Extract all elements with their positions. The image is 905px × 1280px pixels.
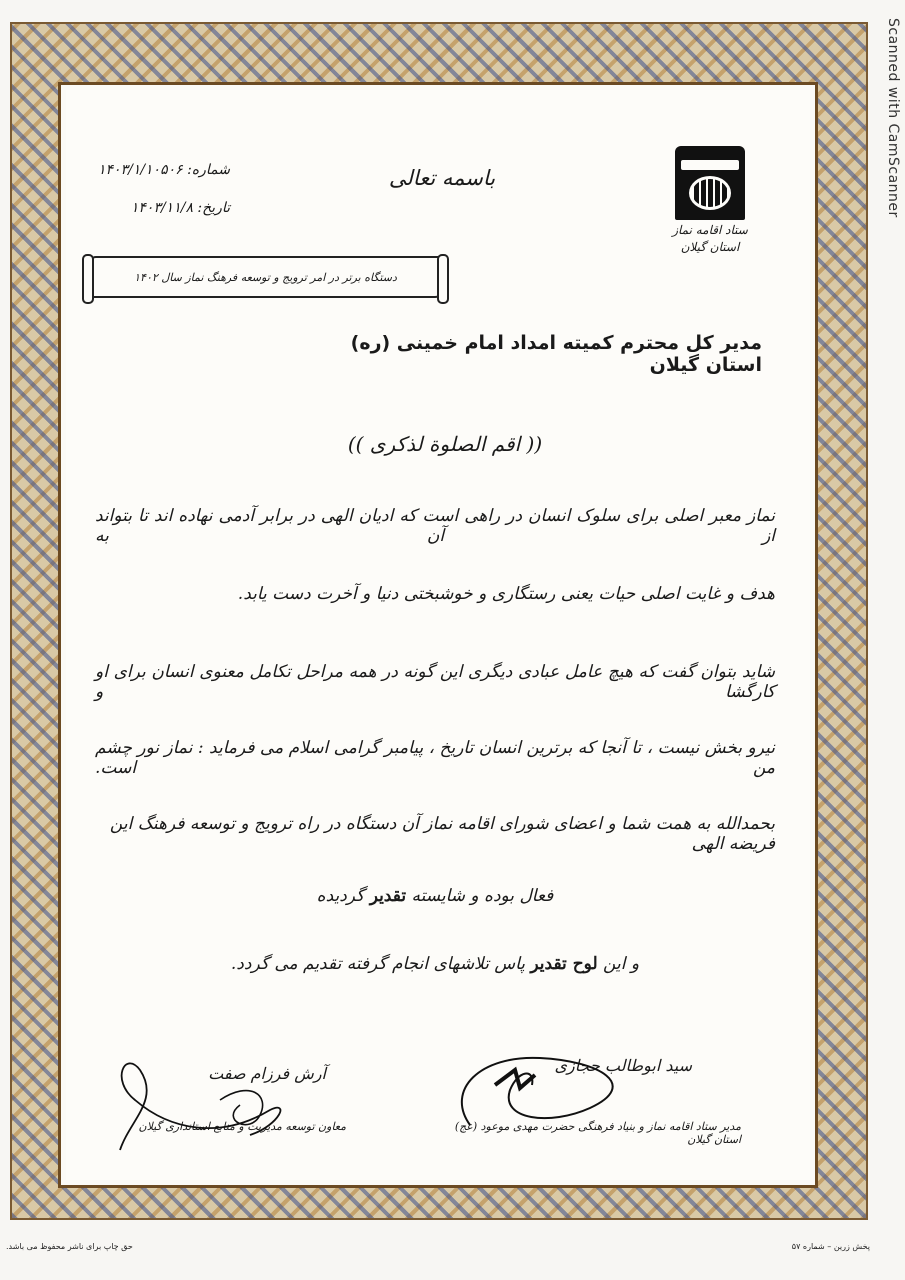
body-line-6-a: فعال بوده و شایسته — [406, 886, 554, 906]
quran-verse: (( اقم الصلوة لذکری )) — [347, 432, 543, 456]
logo-line2: استان گیلان — [680, 240, 740, 254]
recipient-heading: مدیر کل محترم کمیته امداد امام خمینی (ره) استان گیلان — [350, 332, 762, 376]
body-line-7 — [95, 954, 775, 974]
logo-line1: ستاد اقامه نماز — [672, 223, 748, 237]
signer-left-title: معاون توسعه مدیریت و منابع استانداری گیلان — [138, 1120, 346, 1133]
scanner-watermark: Scanned with CamScanner — [885, 18, 901, 218]
signature-right-image — [440, 1030, 660, 1140]
org-logo — [672, 146, 748, 276]
signer-right-title: مدیر ستاد اقامه نماز و بنیاد فرهنگی حضرت مهدی موعود (عج) استان گیلان — [454, 1120, 741, 1146]
body-line-4: نیرو بخش نیست ، تا آنجا که برترین انسان تاریخ ، پیامبر گرامی اسلام می فرماید : نماز نور چشم من است. — [95, 738, 775, 778]
copyright-note: حق چاپ برای ناشر محفوظ می باشد. — [6, 1242, 133, 1251]
invocation: باسمه تعالی — [388, 166, 496, 190]
body-line-2: هدف و غایت اصلی حیات یعنی رستگاری و خوشبختی دنیا و آخرت دست یابد. — [237, 584, 775, 604]
signer-left-name: آرش فرزام صفت — [208, 1064, 326, 1083]
letter-date: تاریخ: ۱۴۰۳/۱۱/۸ — [130, 200, 230, 216]
body-line-6 — [95, 886, 775, 906]
letter-number: شماره: ۱۴۰۳/۱/۱۰۵۰۶ — [98, 162, 230, 178]
body-line-6-c: گردیده — [316, 886, 370, 906]
body-line-7-c: پاس تلاشهای انجام گرفته تقدیم می گردد. — [230, 954, 531, 974]
body-line-7-bold: لوح تقدیر — [530, 954, 598, 974]
award-banner — [88, 256, 443, 298]
signer-right-name: سید ابوطالب حجازی — [554, 1056, 692, 1075]
body-line-3: شاید بتوان گفت که هیچ عامل عبادی دیگری این گونه در همه مراحل تکامل معنوی انسان برای او کارگشا و — [95, 662, 775, 702]
body-line-5: بحمدالله به همت شما و اعضای شورای اقامه نماز آن دستگاه در راه ترویج و توسعه فرهنگ این فریضه الهی — [109, 814, 775, 854]
publisher-note: پخش زرین – شماره ۵۷ — [791, 1242, 870, 1251]
body-line-7-a: و این — [597, 954, 640, 974]
signature-left-image — [100, 1040, 320, 1170]
logo-emblem-icon — [675, 146, 745, 220]
award-banner-text: دستگاه برتر در امر ترویج و توسعه فرهنگ نماز سال ۱۴۰۲ — [134, 270, 397, 284]
body-line-6-bold: تقدیر — [369, 886, 407, 906]
body-line-1: نماز معبر اصلی برای سلوک انسان در راهی است که ادیان الهی در برابر آدمی نهاده اند تا بتواند از آن به — [95, 506, 775, 546]
